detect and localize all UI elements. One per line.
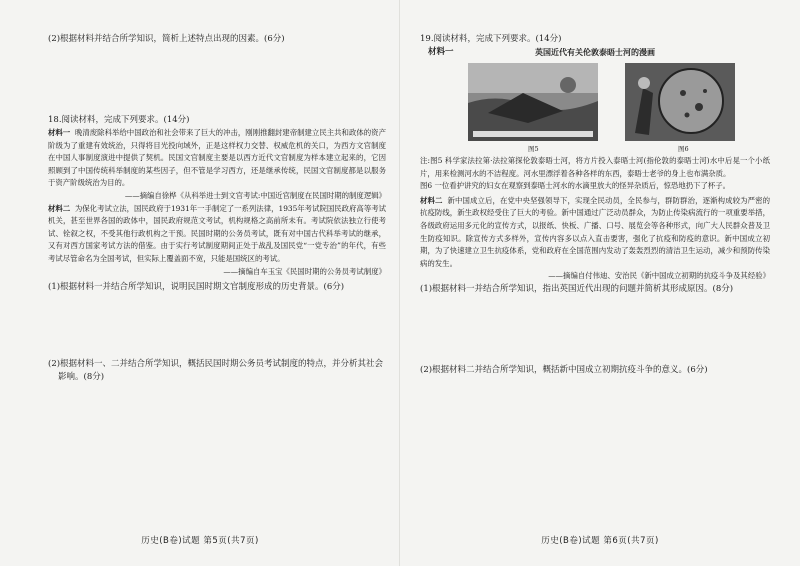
q18-part2-cont: 影响。(8分)	[58, 372, 105, 383]
q17-part2: (2)根据材料并结合所学知识，简析上述特点出现的因素。(6分)	[48, 34, 285, 44]
page-footer-5: 历史(B卷)试题 第5页(共7页)	[141, 536, 259, 546]
figure-notes: 注:图5 科学家法拉第·法拉第探伦敦泰晤士河，将方片投入泰晤士河(指伦敦的泰晤士河)水中后晃一个小纸片，用来检测河水的不洁程度。河水里漂浮着各种各样的东西，泰晤士老爷的身上也布满杂质。	[420, 156, 770, 178]
material-2-label: 材料二	[48, 203, 71, 213]
q18-part1: (1)根据材料一并结合所学知识，说明民国时期文官制度形成的历史背景。(6分)	[48, 282, 345, 293]
material-1-source: ——摘编自徐桦《从科举进士到文官考试:中国近官制度在民国时期的制度逻辑》	[124, 190, 386, 200]
q19-part2: (2)根据材料二并结合所学知识，概括新中国成立初期抗疫斗争的意义。(6分)	[420, 364, 708, 375]
q19-material-2-label: 材料二	[420, 195, 443, 205]
q18-heading: 18.阅读材料，完成下列要求。(14分)	[48, 115, 190, 125]
river-cartoon-image	[468, 63, 598, 141]
q18-material-2	[48, 203, 386, 266]
q19-material-2	[420, 195, 770, 271]
q18-material-1	[48, 127, 386, 190]
page-6	[400, 0, 800, 566]
q19-part1: (1)根据材料一并结合所学知识，指出英国近代出现的问题并简析其形成原因。(8分)	[420, 283, 734, 294]
page-footer-6: 历史(B卷)试题 第6页(共7页)	[541, 536, 659, 546]
q18-part2: (2)根据材料一、二并结合所学知识，概括民国时期公务员考试制度的特点，并分析其社会	[48, 359, 384, 370]
material-2-source: ——摘编自车玉宝《民国时期的公务员考试制度》	[223, 266, 386, 276]
q19-material-1-label: 材料一	[428, 47, 454, 57]
figure-6-note: 图6 一位看护讲究的妇女在观察到泰晤士河水的水滴里放大的怪异杂质后，惊恐地扔下了杯子。	[420, 181, 731, 191]
material-2-text: 为保化考试立法，国民政府于1931年一手制定了一系列法律，1935年考试院国民政府高等考试机关，甚至世界各国的政体中，国民政府规范文考试，机构规格之高前所未有。考试院依法独立行使考试、铨叙之权，不受其他行政机构之干预。民国时期的公务员考试，既有对中国古代科举考试的继承，又有对西方国家考试方法的借鉴。由于实行考试制度期间正处于战乱及国民党“一党专治”的年代，有些考试尽管命名为全国考试，但实际上覆盖面不宽，只能是国统区的考试。	[48, 203, 386, 263]
material-1-text: 晚清废除科举给中国政治和社会带来了巨大的冲击，刚刚推翻封建帝制建立民主共和政体的资产阶级为了重建有效统治，只得将目光投向域外，正是这样权力交替、权威危机的关口，为西方文官制度在中国人事制度演进中提供了契机。民国文官制度主要是以西方近代文官制度为样本建立起来的，它因照顾到了中国传统科举制度的某些因子，但不管是学习西方，还是继承传统，民国文官制度都是以服务于资产阶级统治为目的。	[48, 128, 386, 188]
figure-6-cartoon	[625, 63, 735, 141]
figure-5-label: 图5	[528, 145, 539, 153]
figure-6-label: 图6	[678, 145, 689, 153]
q19-material-2-source: ——摘编自付伟迪、安治民《新中国成立初期的抗疫斗争及其经验》	[548, 271, 770, 281]
figure-title: 英国近代有关伦敦泰晤士河的漫画	[535, 47, 655, 57]
figures	[420, 63, 770, 155]
material-1-label: 材料一	[48, 128, 71, 137]
q19-heading: 19.阅读材料，完成下列要求。(14分)	[420, 34, 562, 44]
q19-material-2-text: 新中国成立后，在党中央坚强领导下，实现全民动员，全民参与，群防群治，逐渐构成较为严密的抗疫防线，新生政权经受住了巨大的考验。新中国通过广泛动员群众，为防止传染病流行的一项重要举措，各级政府运用多元化的宣传方式，以报纸、快板、广播、口号、展览会等各种形式，向广大人民群众普及卫生防疫知识。除宣传方式多样外，宣传内容多以点入直击要害，强化了抗疫和防疫的意识。新中国成立初期，为了快速建立卫生抗疫体系，党和政府在全国范围内发动了轰轰烈烈的清洁卫生运动，减少和预防传染病的发生。	[420, 195, 770, 268]
figure-5-cartoon	[468, 63, 598, 141]
water-drop-cartoon-image	[625, 63, 735, 141]
